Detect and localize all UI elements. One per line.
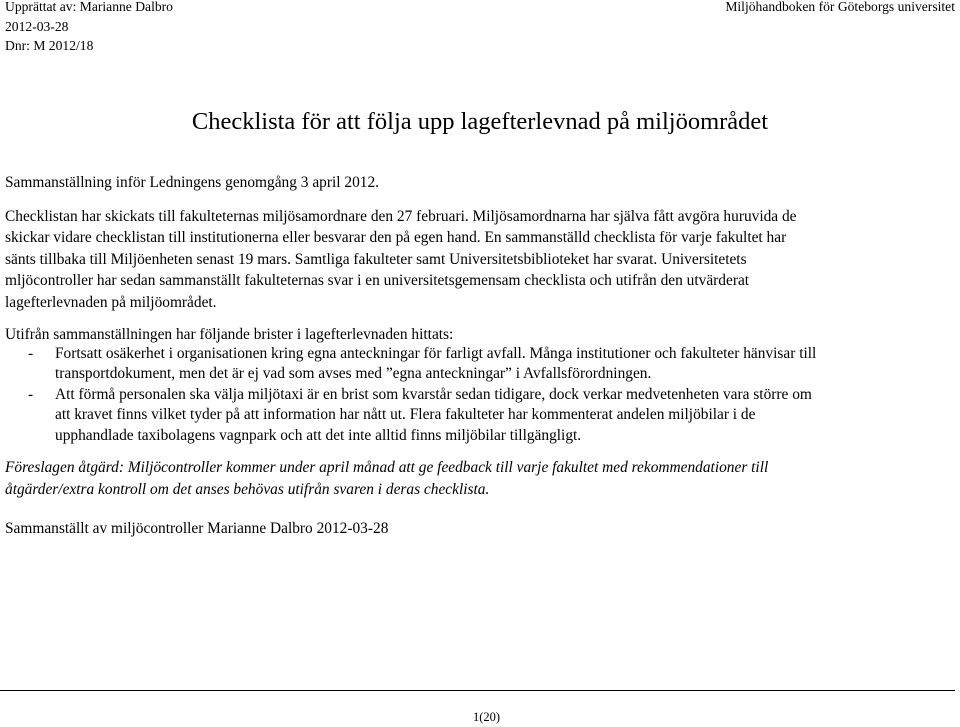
finding-text	[55, 344, 816, 386]
summary-heading: Sammanställning inför Ledningens genomgång 3 april 2012.	[5, 173, 380, 191]
finding-text	[55, 385, 812, 447]
finding-line: Att förmå personalen ska välja miljötaxi är en brist som kvarstår sedan tidigare, dock verkar medvetenheten vara större om	[55, 385, 812, 403]
proposed-action-line: Föreslagen åtgärd: Miljöcontroller kommer under april månad att ge feedback till varje fakultet med rekommendationer till	[5, 459, 769, 476]
proposed-action	[5, 457, 768, 501]
list-bullet: -	[28, 385, 34, 403]
header-date: 2012-03-28	[5, 19, 69, 34]
document-title: Checklista för att följa upp lagefterlevnad på miljöområdet	[191, 108, 769, 135]
page-number: 1(20)	[473, 710, 501, 724]
intro-paragraph	[5, 206, 797, 314]
finding-line: att kravet finns vilket tyder på att information har nått ut. Flera fakulteter har kommenterat andelen miljöbilar i de	[55, 406, 756, 424]
header-reference: Dnr: M 2012/18	[5, 38, 94, 53]
intro-line: lagefterlevnaden på miljöområdet.	[5, 293, 217, 311]
findings-intro: Utifrån sammanställningen har följande brister i lagefterlevnaden hittats:	[5, 325, 454, 343]
finding-line: Fortsatt osäkerhet i organisationen kring egna anteckningar för farligt avfall. Många institutioner och fakulteter hänvisar till	[55, 344, 817, 362]
signature: Sammanställt av miljöcontroller Marianne Dalbro 2012-03-28	[5, 519, 389, 537]
intro-line: Checklistan har skickats till fakulteternas miljösamordnare den 27 februari. Miljösamordnarna har själva fått avgöra huruvida de	[5, 207, 797, 225]
finding-line: transportdokument, men det är ej vad som avses med ”egna anteckningar” i Avfallsförordningen.	[55, 365, 652, 383]
list-bullet: -	[28, 344, 34, 362]
header-prepared-by: Upprättat av: Marianne Dalbro	[5, 0, 173, 14]
intro-line: skickar vidare checklistan till institutionerna eller besvarar den på egen hand. En sammanställd checklista för varje fakultet har	[5, 229, 787, 246]
intro-line: sänts tillbaka till Miljöenheten senast 19 mars. Samtliga fakulteter samt Universitetsbiblioteket har svarat. Universitetets	[5, 250, 747, 268]
proposed-action-line: åtgärder/extra kontroll om det anses behövas utifrån svaren i deras checklista.	[5, 481, 490, 498]
intro-line: mljöcontroller har sedan sammanställt fakulteternas svar i en universitetsgemensam checklista och utifrån den utvärderat	[5, 272, 750, 289]
finding-line: upphandlade taxibolagens vagnpark och att det inte alltid finns miljöbilar tillgängligt.	[55, 427, 582, 445]
header-handbook: Miljöhandboken för Göteborgs universitet	[725, 0, 955, 14]
footer-divider	[0, 690, 955, 691]
